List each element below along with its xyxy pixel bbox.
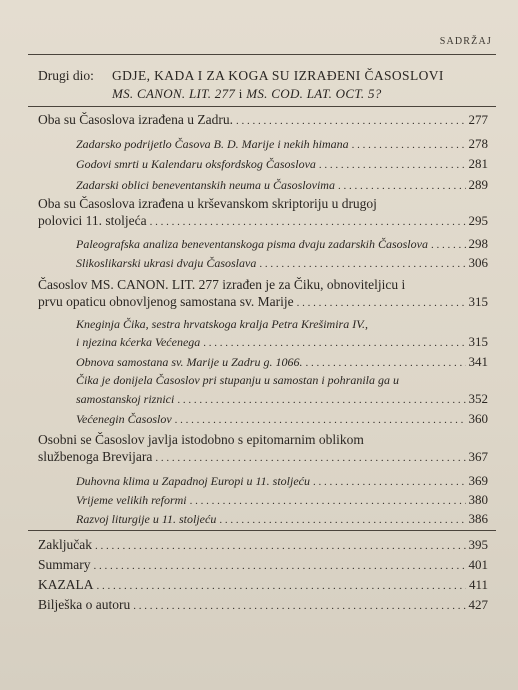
toc-subentry-title: i njezina kćerka Većenega — [76, 335, 201, 349]
toc-subentry-page: 380 — [468, 492, 488, 507]
toc-subentry[interactable] — [76, 411, 488, 427]
toc-entry[interactable] — [38, 112, 488, 128]
dot-leader — [190, 495, 466, 507]
dot-leader — [431, 239, 466, 251]
toc-entry-page: 427 — [468, 597, 488, 612]
toc-subentry-title: Zadarsko podrijetlo Časova B. D. Marije i nekih himana — [76, 137, 349, 151]
toc-subentry-title: Slikoslikarski ukrasi dvaju Časoslava — [76, 256, 257, 270]
manuscript-a: MS. CANON. LIT. 277 — [112, 86, 236, 101]
toc-entry[interactable] — [38, 577, 488, 593]
toc-entry[interactable] — [38, 557, 488, 573]
toc-entry-title: službenoga Brevijara — [38, 449, 153, 464]
toc-subentry[interactable] — [76, 255, 488, 271]
toc-entry[interactable] — [38, 449, 488, 465]
toc-subentry[interactable] — [76, 473, 488, 489]
part-title: GDJE, KADA I ZA KOGA SU IZRAĐENI ČASOSLOVI — [112, 68, 444, 83]
toc-subentry[interactable] — [76, 177, 488, 193]
toc-entry-page: 411 — [468, 577, 488, 592]
toc-subentry-title: Paleografska analiza beneventanskoga pisma dvaju zadarskih Časoslova — [76, 237, 428, 251]
dot-leader — [236, 115, 466, 127]
toc-entry[interactable] — [38, 294, 488, 310]
toc-subentry[interactable] — [76, 391, 488, 407]
toc-entry-page: 295 — [468, 213, 488, 228]
toc-entry-title: Summary — [38, 557, 91, 572]
toc-subentry-page: 281 — [468, 156, 488, 171]
part-subtitle — [112, 86, 382, 102]
toc-subentry-title: Obnova samostana sv. Marije u Zadru g. 1066. — [76, 355, 303, 369]
toc-subentry-title: samostanskoj riznici — [76, 392, 175, 406]
toc-subentry-page: 341 — [468, 354, 488, 369]
dot-leader — [319, 159, 466, 171]
dot-leader — [94, 560, 466, 572]
toc-entry[interactable] — [38, 597, 488, 613]
dot-leader — [219, 514, 465, 526]
running-head: SADRŽAJ — [439, 36, 492, 47]
toc-entry-title: Oba su Časoslova izrađena u Zadru. — [38, 112, 233, 127]
toc-entry-line: Osobni se Časoslov javlja istodobno s epitomarnim oblikom — [38, 432, 364, 447]
dot-leader — [259, 258, 465, 270]
toc-entry-page: 401 — [468, 557, 488, 572]
dot-leader — [150, 216, 466, 228]
part-label: Drugi dio: — [38, 68, 94, 83]
top-rule — [28, 54, 496, 55]
dot-leader — [297, 297, 466, 309]
toc-entry-title: prvu opaticu obnovljenog samostana sv. Marije — [38, 294, 294, 309]
toc-subentry-page: 278 — [468, 136, 488, 151]
toc-subentry[interactable] — [76, 334, 488, 350]
dot-leader — [133, 600, 465, 612]
dot-leader — [352, 139, 466, 151]
toc-subentry-page: 352 — [468, 391, 488, 406]
toc-entry-title: polovici 11. stoljeća — [38, 213, 147, 228]
toc-subentry-line: Kneginja Čika, sestra hrvatskoga kralja Petra Krešimira IV., — [76, 317, 368, 331]
toc-subentry-title: Razvoj liturgije u 11. stoljeću — [76, 512, 217, 526]
toc-subentry[interactable] — [76, 492, 488, 508]
toc-subentry-title: Duhovna klima u Zapadnoj Europi u 11. stoljeću — [76, 474, 310, 488]
toc-subentry[interactable] — [76, 236, 488, 252]
toc-subentry-page: 306 — [468, 255, 488, 270]
toc-subentry-title: Godovi smrti u Kalendaru oksfordskog Časoslova — [76, 157, 316, 171]
section-rule — [28, 106, 496, 107]
dot-leader — [338, 180, 466, 192]
toc-entry-page: 315 — [468, 294, 488, 309]
toc-entry-title: Bilješka o autoru — [38, 597, 131, 612]
toc-subentry[interactable] — [76, 156, 488, 172]
toc-subentry-page: 386 — [468, 511, 488, 526]
toc-entry[interactable] — [38, 537, 488, 553]
toc-entry[interactable] — [38, 213, 488, 229]
dot-leader — [305, 357, 465, 369]
toc-entry-title: KAZALA — [38, 577, 94, 592]
toc-entry-page: 277 — [468, 112, 488, 127]
toc-subentry[interactable] — [76, 511, 488, 527]
manuscript-b: MS. COD. LAT. OCT. 5? — [246, 86, 382, 101]
dot-leader — [97, 580, 466, 592]
toc-entry-page: 395 — [468, 537, 488, 552]
dot-leader — [203, 337, 465, 349]
toc-entry-title: Zaključak — [38, 537, 92, 552]
dot-leader — [155, 452, 465, 464]
toc-subentry-title: Zadarski oblici beneventanskih neuma u Časoslovima — [76, 178, 335, 192]
toc-subentry-title: Većenegin Časoslov — [76, 412, 172, 426]
toc-entry-line: Časoslov MS. CANON. LIT. 277 izrađen je za Čiku, obnoviteljicu i — [38, 277, 406, 292]
dot-leader — [95, 540, 466, 552]
toc-subentry-page: 360 — [468, 411, 488, 426]
toc-subentry-title: Vrijeme velikih reformi — [76, 493, 187, 507]
toc-subentry[interactable] — [76, 136, 488, 152]
dot-leader — [177, 394, 465, 406]
conjunction: i — [238, 86, 243, 101]
dot-leader — [313, 476, 466, 488]
toc-subentry-line: Čika je donijela Časoslov pri stupanju u samostan i pohranila ga u — [76, 373, 400, 387]
toc-subentry-page: 315 — [468, 334, 488, 349]
section-rule — [28, 530, 496, 531]
toc-entry-line: Oba su Časoslova izrađena u krševanskom skriptoriju u drugoj — [38, 196, 377, 211]
toc-subentry[interactable] — [76, 354, 488, 370]
toc-subentry-page: 369 — [468, 473, 488, 488]
toc-entry-page: 367 — [468, 449, 488, 464]
toc-subentry-page: 298 — [468, 236, 488, 251]
toc-subentry-page: 289 — [468, 177, 488, 192]
dot-leader — [175, 414, 466, 426]
